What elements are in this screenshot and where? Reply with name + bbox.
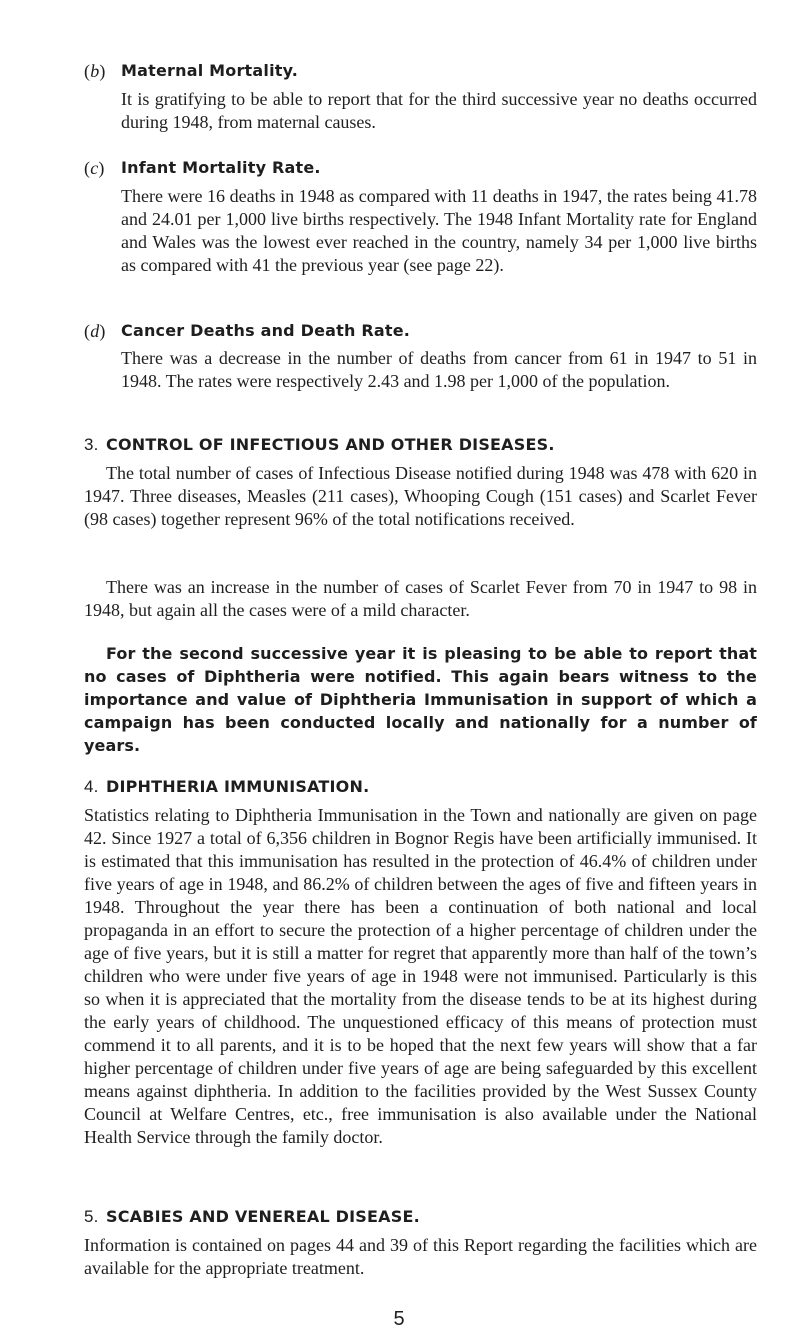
section-marker-d: d <box>90 321 100 341</box>
section-number-3: 3. <box>84 435 99 454</box>
heading-infant-mortality: (c) Infant Mortality Rate. <box>84 158 321 178</box>
section-number-4: 4. <box>84 777 99 796</box>
heading-cancer-deaths: (d) Cancer Deaths and Death Rate. <box>84 321 411 341</box>
paragraph-maternal-mortality: It is gratifying to be able to report that for the third successive year no deaths occurred during 1948, from maternal causes. <box>121 89 757 132</box>
paragraph-infectious-notifications: The total number of cases of Infectious Disease notified during 1948 was 478 with 620 in 1947. Three diseases, Measles (211 cases), Whooping Cough (151 cases) and Scarlet Fever (98 cases) together represent 96% of the total notifications received. <box>84 463 757 529</box>
paragraph-infant-mortality: There were 16 deaths in 1948 as compared with 11 deaths in 1947, the rates being 41.78 and 24.01 per 1,000 live births respectively. The 1948 Infant Mortality rate for England and Wales was the lowest ever reached in the country, namely 34 per 1,000 live births as compared with 41 the previous year (see page 22). <box>121 186 757 275</box>
heading-text: Maternal Mortality. <box>121 61 299 80</box>
heading-text: CONTROL OF INFECTIOUS AND OTHER DISEASES. <box>106 435 555 454</box>
section-marker-c: c <box>90 158 99 178</box>
heading-scabies-venereal <box>84 1206 420 1228</box>
paragraph-cancer-deaths: There was a decrease in the number of deaths from cancer from 61 in 1947 to 51 in 1948. The rates were respectively 2.43 and 1.98 per 1,000 of the population. <box>121 348 757 391</box>
heading-text: Infant Mortality Rate. <box>121 158 321 177</box>
paragraph-diphtheria-immunisation: Statistics relating to Diphtheria Immunisation in the Town and nationally are given on page 42. Since 1927 a total of 6,356 children in Bognor Regis have been artificially immunised. It is estimated that this immunisation has resulted in the protection of 46.4% of children under five years of age in 1948, and 86.2% of children between the ages of five and fifteen years in 1948. Throughout the year there has been a continuation of both national and local propaganda in an effort to secure the protection of a higher percentage of children under the age of five years, but it is still a matter for regret that apparently more than half of the town’s children who were under five years of age in 1948 were not immunised. Particularly is this so when it is appreciated that the mortality from the disease tends to be at its highest during the early years of childhood. The unquestioned efficacy of this means of protection must commend it to all parents, and it is to be hoped that the next few years will show that a far higher percentage of children under five years of age are being safeguarded by this excellent means against diphtheria. In addition to the facilities provided by the West Sussex County Council at Welfare Centres, etc., free immunisation is also available under the National Health Service through the family doctor. <box>84 805 757 1147</box>
page-number: 5 <box>393 1308 405 1330</box>
paragraph-scarlet-fever: There was an increase in the number of cases of Scarlet Fever from 70 in 1947 to 98 in 1948, but again all the cases were of a mild character. <box>84 577 757 620</box>
paragraph-diphtheria-notice: For the second successive year it is pleasing to be able to report that no cases of Diphtheria were notified. This again bears witness to the importance and value of Diphtheria Immunisation in support of which a campaign has been conducted locally and nationally for a number of years. <box>84 644 757 755</box>
heading-text: SCABIES AND VENEREAL DISEASE. <box>106 1207 420 1226</box>
section-marker-b: b <box>90 61 100 81</box>
heading-maternal-mortality: (b) Maternal Mortality. <box>84 61 299 81</box>
heading-diphtheria-immunisation <box>84 776 369 798</box>
section-number-5: 5. <box>84 1207 99 1226</box>
paragraph-scabies-venereal: Information is contained on pages 44 and 39 of this Report regarding the facilities which are available for the appropriate treatment. <box>84 1235 757 1278</box>
heading-text: Cancer Deaths and Death Rate. <box>121 321 411 340</box>
heading-text: DIPHTHERIA IMMUNISATION. <box>106 777 370 796</box>
heading-control-infectious <box>84 434 555 456</box>
